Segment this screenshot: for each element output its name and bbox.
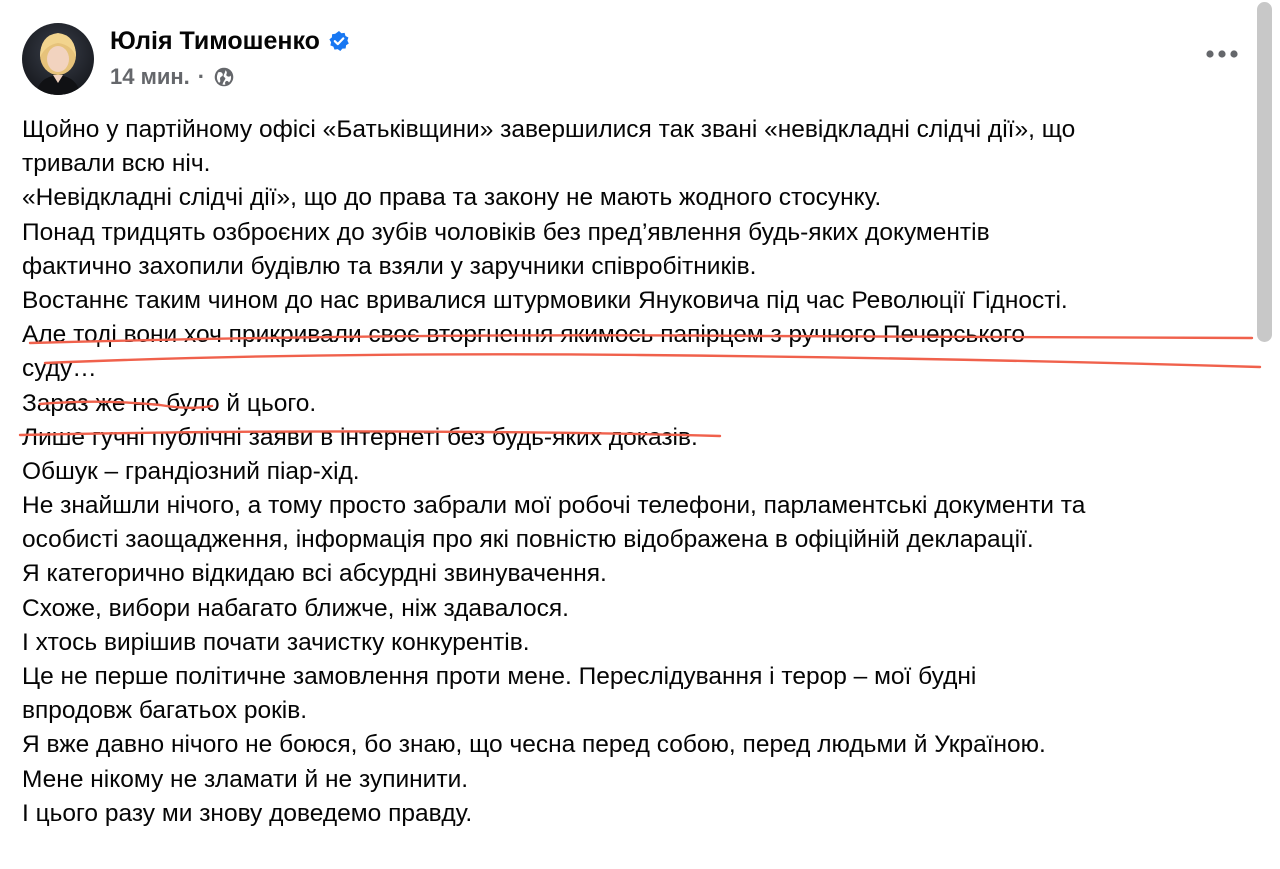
author-name[interactable]: Юлія Тимошенко [110,26,320,55]
post-timestamp[interactable]: 14 мин. [110,64,190,89]
author-row [110,24,350,58]
post-line: Лише гучні публічні заяви в інтернеті без будь-яких доказів. [22,423,698,451]
post-line: Мене нікому не зламати й не зупинити. [22,765,469,793]
verified-badge-icon [328,30,350,52]
post-line: Щойно у партійному офісі «Батьківщини» завершилися так звані «невідкладні слідчі дії», що [22,116,1076,143]
post-line: впродовж багатьох років. [22,697,308,725]
post-line: тривали всю ніч. [22,150,211,178]
post-line: Понад тридцять озброєних до зубів чоловіків без пред’явлення будь-яких документів [22,218,990,246]
author-avatar[interactable] [22,23,94,95]
scrollbar-thumb[interactable] [1257,2,1272,342]
post-line: І цього разу ми знову доведемо правду. [22,799,473,827]
post-line: суду… [22,355,97,383]
post-line: І хтось вирішив почати зачистку конкурентів. [22,628,530,656]
post-line: Зараз же не було й цього. [22,389,317,417]
post-text [22,113,1248,831]
post-line: особисті заощадження, інформація про які повністю відображена в офіційній декларації. [22,526,1034,554]
more-options-icon [1204,49,1240,59]
meta-separator: · [197,64,206,89]
post-line: Схоже, вибори набагато ближче, ніж здавалося. [22,594,569,622]
post-line: Востаннє таким чином до нас вривалися штурмовики Януковича під час Революції Гідності. [22,286,1068,314]
post-line: Не знайшли нічого, а тому просто забрали мої робочі телефони, парламентські документи та [22,492,1086,520]
post-header [0,0,1280,110]
globe-icon[interactable] [213,66,235,88]
post-line: Але тоді вони хоч прикривали своє вторгнення якимось папірцем з ручного Печерського [22,321,1025,349]
post-line: Це не перше політичне замовлення проти мене. Переслідування і терор – мої будні [22,663,977,690]
post-line: Я категорично відкидаю всі абсурдні звинувачення. [22,560,607,588]
post-line: Обшук – грандіозний піар-хід. [22,457,360,485]
post-line: фактично захопили будівлю та взяли у заручники співробітників. [22,252,757,280]
post-line: «Невідкладні слідчі дії», що до права та закону не мають жодного стосунку. [22,184,882,212]
post-line: Я вже давно нічого не боюся, бо знаю, що чесна перед собою, перед людьми й Україною. [22,731,1046,759]
post-meta [110,62,235,92]
more-options-button[interactable] [1198,34,1246,74]
